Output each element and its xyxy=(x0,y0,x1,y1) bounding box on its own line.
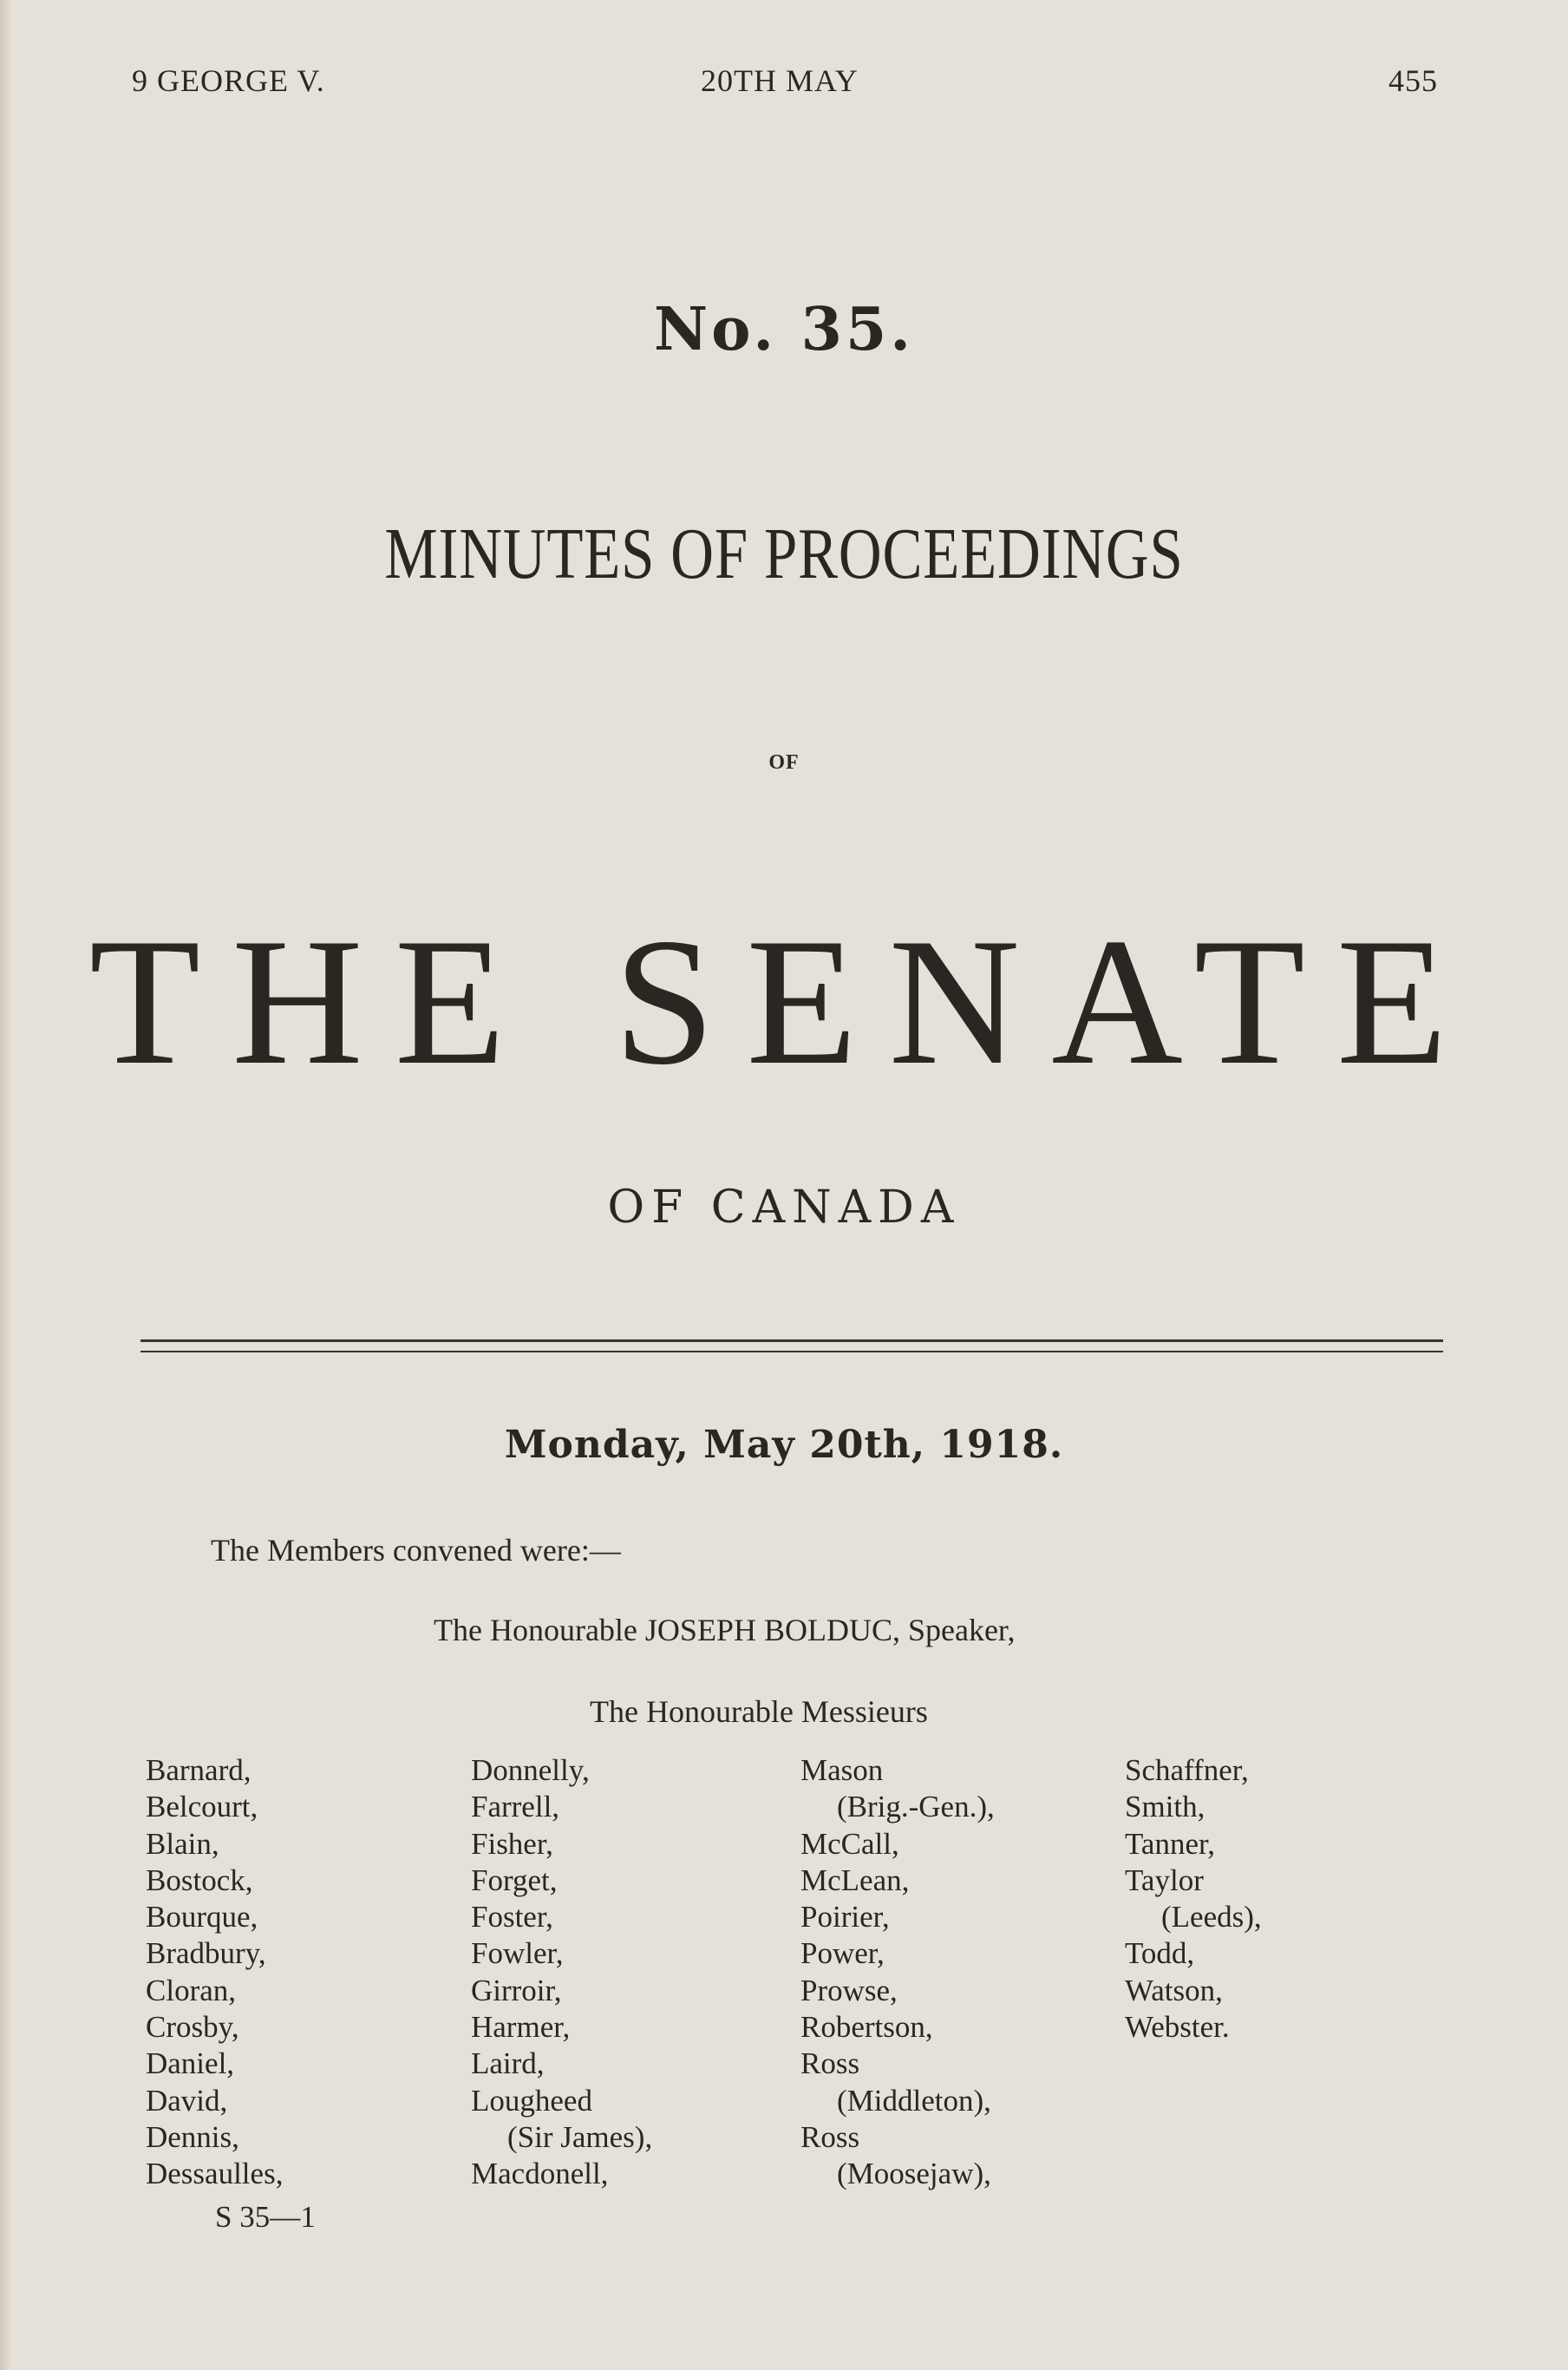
title-senate: THE SENATE xyxy=(88,901,1480,1103)
member-name: Fowler, xyxy=(471,1936,564,1971)
issue-number: No. 35. xyxy=(654,295,914,364)
member-name: McLean, xyxy=(800,1863,910,1897)
member-name-qualifier: (Sir James), xyxy=(507,2119,653,2154)
member-name: Bourque, xyxy=(146,1900,258,1935)
title-of-canada: OF CANADA xyxy=(607,1182,961,1234)
regnal-year: 9 GEORGE V. xyxy=(132,63,325,98)
member-name: Lougheed xyxy=(471,2083,592,2118)
member-name: Harmer, xyxy=(471,2010,571,2045)
member-name: Barnard, xyxy=(146,1753,252,1787)
member-name: Blain, xyxy=(146,1826,219,1861)
printer-signature: S 35—1 xyxy=(215,2200,316,2234)
member-name: Taylor xyxy=(1125,1863,1204,1897)
member-name: Schaffner, xyxy=(1125,1753,1249,1787)
member-name: Tanner, xyxy=(1125,1826,1216,1861)
member-name: Donnelly, xyxy=(471,1753,590,1787)
member-name: Dessaulles, xyxy=(146,2157,284,2191)
messieurs-heading: The Honourable Messieurs xyxy=(590,1694,928,1729)
title-minutes: MINUTES OF PROCEEDINGS xyxy=(384,514,1184,594)
double-rule-bottom xyxy=(140,1351,1443,1352)
member-name-qualifier: (Middleton), xyxy=(837,2083,991,2118)
member-name: Bostock, xyxy=(146,1863,253,1897)
member-name: Bradbury, xyxy=(146,1936,266,1971)
members-intro: The Members convened were:— xyxy=(211,1533,621,1568)
member-name: Foster, xyxy=(471,1900,553,1935)
members-column-1 xyxy=(146,1752,283,2193)
title-of: OF xyxy=(768,751,800,774)
member-name: Todd, xyxy=(1125,1936,1195,1971)
sitting-date: Monday, May 20th, 1918. xyxy=(504,1423,1064,1467)
member-name: Webster. xyxy=(1125,2010,1230,2045)
member-name-qualifier: (Brig.-Gen.), xyxy=(837,1790,995,1824)
member-name: David, xyxy=(146,2083,228,2118)
running-head xyxy=(0,62,1568,106)
member-name: Forget, xyxy=(471,1863,558,1897)
member-name: Laird, xyxy=(471,2046,545,2081)
member-name-qualifier: (Leeds), xyxy=(1161,1900,1262,1935)
member-name: Power, xyxy=(800,1936,885,1971)
member-name: Fisher, xyxy=(471,1826,553,1861)
member-name-qualifier: (Moosejaw), xyxy=(837,2157,991,2191)
member-name: Crosby, xyxy=(146,2010,239,2045)
member-name: Girroir, xyxy=(471,1973,562,2007)
member-name: Dennis, xyxy=(146,2119,239,2154)
member-name: Farrell, xyxy=(471,1790,560,1824)
member-name: McCall, xyxy=(800,1826,899,1861)
speaker-line: The Honourable JOSEPH BOLDUC, Speaker, xyxy=(434,1613,1016,1647)
members-column-4 xyxy=(1125,1752,1262,2046)
members-column-2 xyxy=(471,1752,652,2193)
member-name: Mason xyxy=(800,1753,884,1787)
member-name: Ross xyxy=(800,2119,860,2154)
member-name: Cloran, xyxy=(146,1973,237,2007)
members-column-3 xyxy=(800,1752,995,2193)
member-name: Watson, xyxy=(1125,1973,1223,2007)
member-name: Ross xyxy=(800,2046,860,2081)
member-name: Smith, xyxy=(1125,1790,1205,1824)
member-name: Robertson, xyxy=(800,2010,933,2045)
member-name: Prowse, xyxy=(800,1973,898,2007)
double-rule-top xyxy=(140,1339,1443,1342)
member-name: Daniel, xyxy=(146,2046,235,2081)
member-name: Poirier, xyxy=(800,1900,890,1935)
member-name: Macdonell, xyxy=(471,2157,609,2191)
page-number: 455 xyxy=(1388,63,1438,98)
header-date: 20TH MAY xyxy=(701,63,859,98)
member-name: Belcourt, xyxy=(146,1790,258,1824)
